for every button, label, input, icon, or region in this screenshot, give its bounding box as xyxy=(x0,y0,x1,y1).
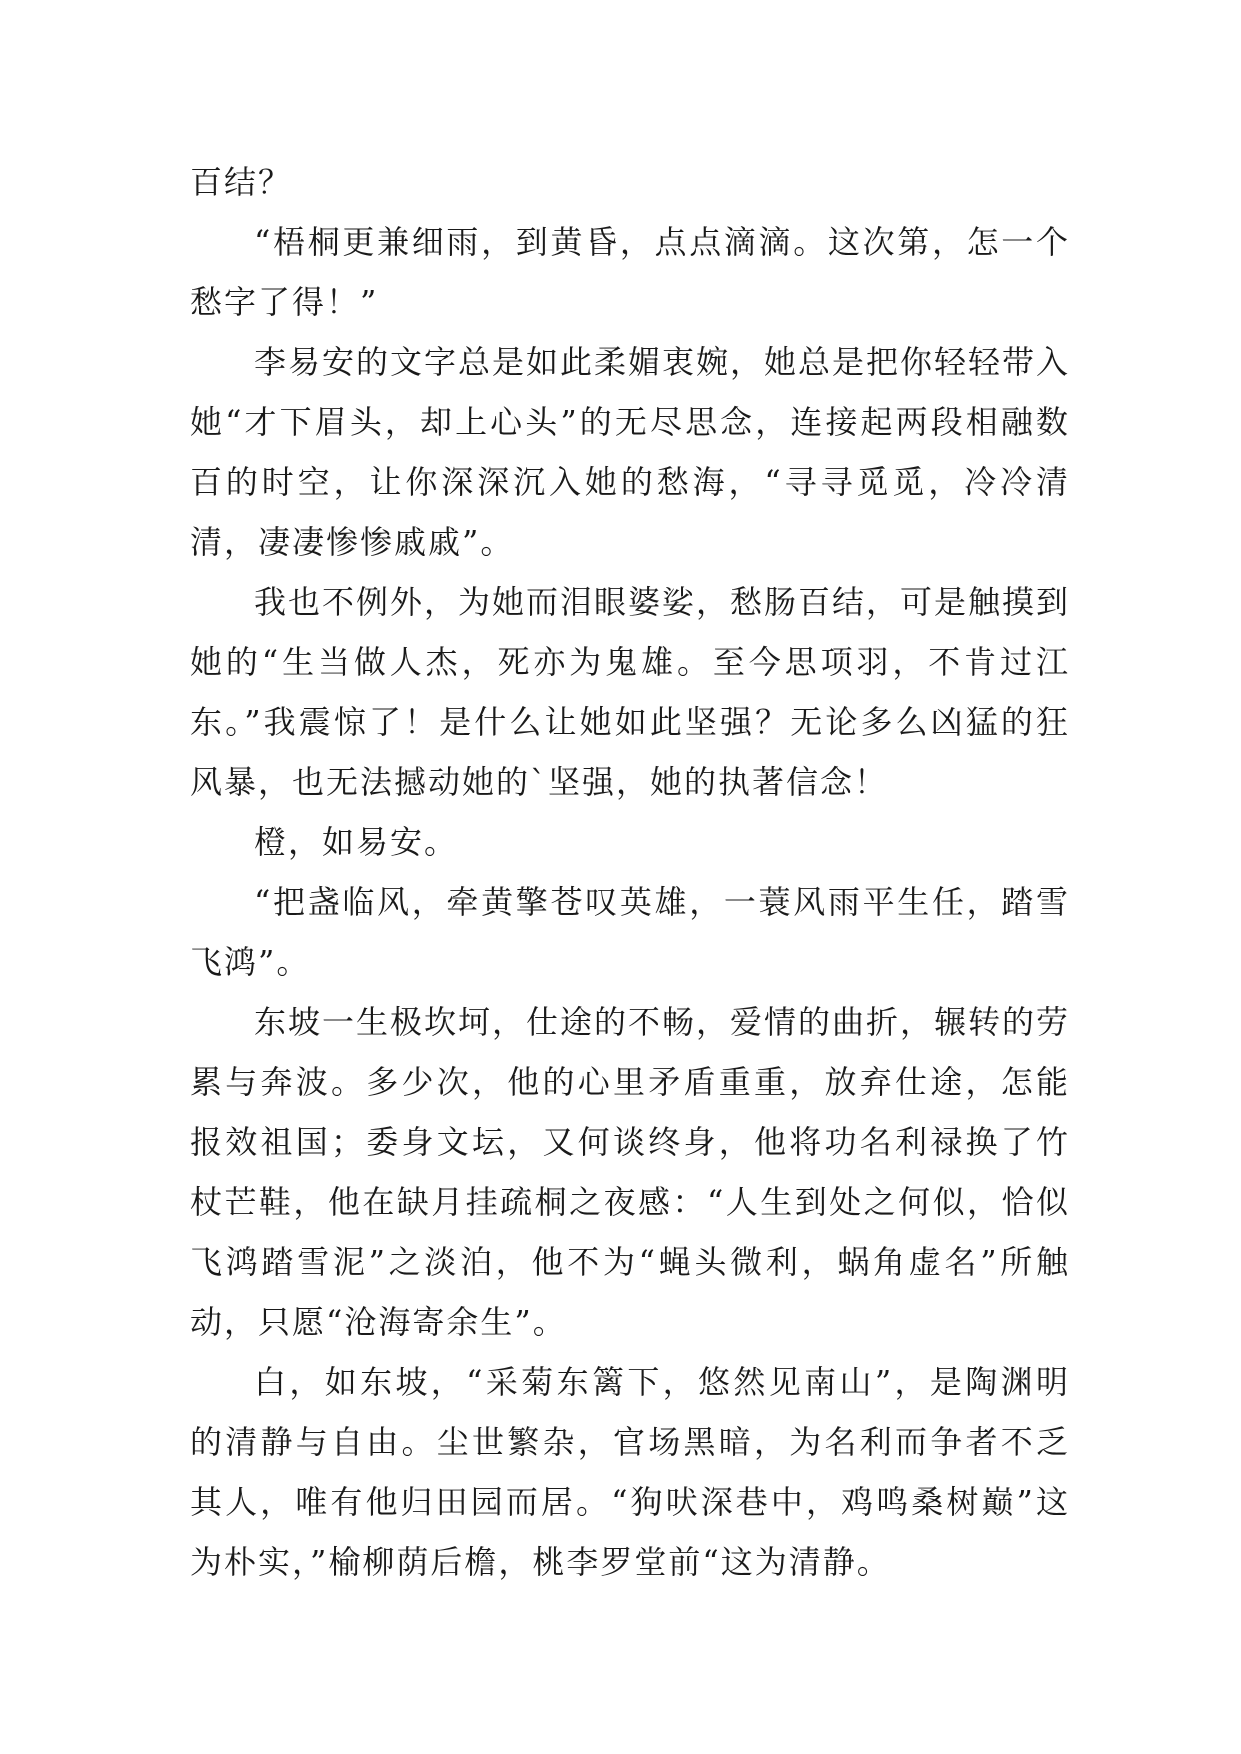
body-text xyxy=(190,152,1070,1592)
paragraph-li-yian: 李易安的文字总是如此柔媚衷婉，她总是把你轻轻带入她“才下眉头，却上心头”的无尽思念，连接起两段相融数百的时空，让你深深沉入她的愁海，“寻寻觅觅，冷冷清清，凄凄惨惨戚戚”。 xyxy=(190,343,1071,561)
paragraph-continuation: 百结？ xyxy=(190,163,293,201)
paragraph-tears: 我也不例外，为她而泪眼婆娑，愁肠百结，可是触摸到她的“生当做人杰，死亦为鬼雄。至今思项羽，不肯过江东。”我震惊了！是什么让她如此坚强？无论多么凶猛的狂风暴，也无法撼动她的`坚强，她的执著信念！ xyxy=(190,583,1071,801)
paragraph-white: 白，如东坡，“采菊东篱下，悠然见南山”，是陶渊明的清静与自由。尘世繁杂，官场黑暗，为名利而争者不乏其人，唯有他归田园而居。“狗吠深巷中，鸡鸣桑树巅”这为朴实，”榆柳荫后檐，桃李罗堂前“这为清静。 xyxy=(190,1363,1070,1581)
paragraph-quote-wutong: “梧桐更兼细雨，到黄昏，点点滴滴。这次第，怎一个愁字了得！” xyxy=(190,223,1070,321)
paragraph-orange: 橙，如易安。 xyxy=(254,823,459,861)
paragraph-quote-wind: “把盏临风，牵黄擎苍叹英雄，一蓑风雨平生任，踏雪飞鸿”。 xyxy=(190,883,1070,981)
paragraph-dongpo: 东坡一生极坎坷，仕途的不畅，爱情的曲折，辗转的劳累与奔波。多少次，他的心里矛盾重重，放弃仕途，怎能报效祖国；委身文坛，又何谈终身，他将功名利禄换了竹杖芒鞋，他在缺月挂疏桐之夜感：“人生到处之何似，恰似飞鸿踏雪泥”之淡泊，他不为“蝇头微利，蜗角虚名”所触动，只愿“沧海寄余生”。 xyxy=(190,1003,1071,1341)
